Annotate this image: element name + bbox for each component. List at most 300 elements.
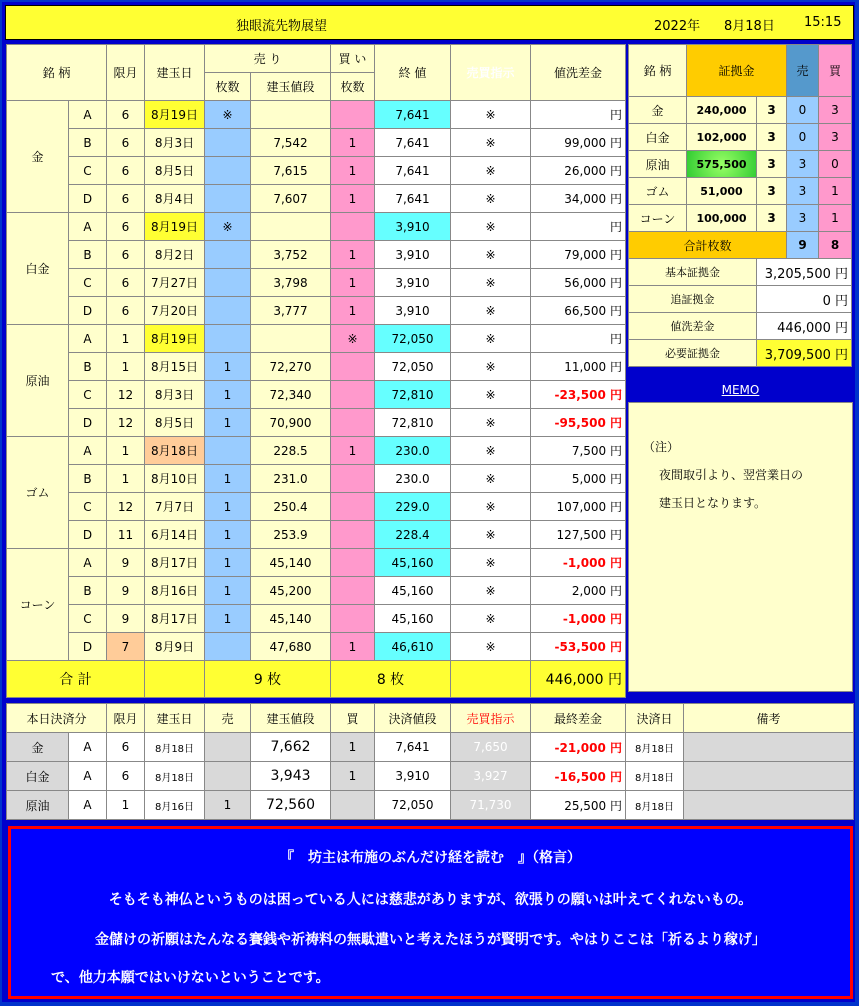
row-order: ※ (451, 101, 531, 129)
row-close: 45,160 (375, 577, 451, 605)
row-month: 12 (107, 409, 145, 437)
row-close: 72,050 (375, 353, 451, 381)
summary-label: 基本証拠金 (629, 259, 757, 286)
memo-line: （注） (643, 440, 680, 454)
row-entry-price (251, 213, 331, 241)
col-sell: 売 り (205, 45, 331, 73)
row-order: ※ (451, 129, 531, 157)
commodity-name: 金 (7, 101, 69, 213)
side-col-name: 銘 柄 (629, 45, 687, 97)
row-date: 8月16日 (145, 577, 205, 605)
row-id: C (69, 157, 107, 185)
col-buy-qty: 枚数 (331, 73, 375, 101)
summary-label: 必要証拠金 (629, 340, 757, 367)
settle-col-settle-price: 決済値段 (375, 704, 451, 733)
row-diff: -95,500 円 (531, 409, 626, 437)
row-diff: 107,000 円 (531, 493, 626, 521)
row-order: ※ (451, 325, 531, 353)
row-month: 1 (107, 465, 145, 493)
row-month: 9 (107, 577, 145, 605)
row-month: 6 (107, 269, 145, 297)
settle-order: 3,927 (451, 762, 531, 791)
row-month: 6 (107, 129, 145, 157)
row-sell-qty: 1 (205, 577, 251, 605)
row-sell-qty: 1 (205, 549, 251, 577)
row-entry-price: 7,607 (251, 185, 331, 213)
side-col-buy: 買 (819, 45, 852, 97)
row-id: A (69, 325, 107, 353)
row-sell-qty (205, 241, 251, 269)
row-id: B (69, 241, 107, 269)
row-buy-qty: 1 (331, 241, 375, 269)
row-month: 1 (107, 325, 145, 353)
row-sell-qty (205, 269, 251, 297)
row-id: B (69, 129, 107, 157)
row-close: 7,641 (375, 101, 451, 129)
table-row (7, 241, 626, 269)
row-date: 8月3日 (145, 129, 205, 157)
row-order: ※ (451, 521, 531, 549)
row-close: 228.4 (375, 521, 451, 549)
table-row (7, 437, 626, 465)
table-row (7, 213, 626, 241)
table-row (7, 733, 854, 762)
settle-buy: 1 (331, 733, 375, 762)
row-order: ※ (451, 157, 531, 185)
side-mult: 3 (757, 151, 787, 178)
row-diff: 5,000 円 (531, 465, 626, 493)
summary-value: 3,709,500 円 (757, 340, 852, 367)
row-diff: 2,000 円 (531, 577, 626, 605)
memo-line: 夜間取引より、翌営業日の (659, 468, 804, 482)
row-buy-qty (331, 465, 375, 493)
row-close: 3,910 (375, 241, 451, 269)
row-close: 46,610 (375, 633, 451, 661)
col-diff: 値洗差金 (531, 45, 626, 101)
settle-name: 金 (7, 733, 69, 762)
side-buy: 3 (819, 124, 852, 151)
settle-month: 1 (107, 791, 145, 820)
row-month: 6 (107, 157, 145, 185)
row-order: ※ (451, 605, 531, 633)
row-date: 8月19日 (145, 325, 205, 353)
row-buy-qty: 1 (331, 129, 375, 157)
row-diff: 円 (531, 101, 626, 129)
table-row (629, 205, 852, 232)
row-close: 72,810 (375, 409, 451, 437)
col-date: 建玉日 (145, 45, 205, 101)
row-entry-price: 253.9 (251, 521, 331, 549)
row-date: 8月19日 (145, 213, 205, 241)
row-entry-price: 3,777 (251, 297, 331, 325)
row-buy-qty (331, 577, 375, 605)
col-name: 銘 柄 (7, 45, 107, 101)
table-row (7, 325, 626, 353)
col-entry-price: 建玉値段 (251, 73, 331, 101)
side-mult: 3 (757, 97, 787, 124)
row-date: 8月9日 (145, 633, 205, 661)
page-title: 独眼流先物展望 (236, 19, 328, 34)
row-sell-qty (205, 157, 251, 185)
side-buy: 1 (819, 205, 852, 232)
col-buy: 買 い (331, 45, 375, 73)
row-id: C (69, 493, 107, 521)
row-date: 8月18日 (145, 437, 205, 465)
settle-col-order: 売買指示 (451, 704, 531, 733)
table-row (629, 97, 852, 124)
row-month: 6 (107, 241, 145, 269)
table-row (7, 493, 626, 521)
row-order: ※ (451, 493, 531, 521)
table-row (7, 791, 854, 820)
settle-col-name: 本日決済分 (7, 704, 107, 733)
row-buy-qty (331, 493, 375, 521)
row-diff: -1,000 円 (531, 605, 626, 633)
settle-sell: 1 (205, 791, 251, 820)
title-bar (5, 5, 854, 40)
commodity-name: 白金 (7, 213, 69, 325)
col-sell-qty: 枚数 (205, 73, 251, 101)
row-id: D (69, 633, 107, 661)
row-sell-qty: 1 (205, 605, 251, 633)
side-name: 白金 (629, 124, 687, 151)
memo-box (628, 402, 853, 692)
settle-col-month: 限月 (107, 704, 145, 733)
side-name: 金 (629, 97, 687, 124)
proverb-box (8, 826, 853, 999)
side-name: コーン (629, 205, 687, 232)
row-month: 9 (107, 549, 145, 577)
table-row (7, 129, 626, 157)
table-row (7, 157, 626, 185)
row-date: 7月27日 (145, 269, 205, 297)
row-id: D (69, 185, 107, 213)
settle-note (684, 791, 854, 820)
table-row (7, 381, 626, 409)
row-month: 6 (107, 297, 145, 325)
settle-month: 6 (107, 762, 145, 791)
row-order: ※ (451, 241, 531, 269)
row-sell-qty: ※ (205, 213, 251, 241)
row-diff: 7,500 円 (531, 437, 626, 465)
row-id: A (69, 549, 107, 577)
settle-note (684, 762, 854, 791)
side-sell: 0 (787, 97, 819, 124)
settle-col-sell: 売 (205, 704, 251, 733)
settle-final: -21,000 円 (531, 733, 626, 762)
settle-col-note: 備考 (684, 704, 854, 733)
settle-order: 7,650 (451, 733, 531, 762)
side-amount: 240,000 (687, 97, 757, 124)
row-date: 8月17日 (145, 549, 205, 577)
row-order: ※ (451, 185, 531, 213)
row-buy-qty (331, 213, 375, 241)
row-id: B (69, 465, 107, 493)
row-id: C (69, 269, 107, 297)
memo-link[interactable]: MEMO (721, 383, 760, 397)
row-date: 8月5日 (145, 157, 205, 185)
settle-note (684, 733, 854, 762)
row-date: 6月14日 (145, 521, 205, 549)
row-order: ※ (451, 437, 531, 465)
row-diff: 79,000 円 (531, 241, 626, 269)
row-id: D (69, 297, 107, 325)
row-close: 3,910 (375, 213, 451, 241)
side-amount: 102,000 (687, 124, 757, 151)
row-date: 8月15日 (145, 353, 205, 381)
side-sell: 3 (787, 205, 819, 232)
table-row (7, 101, 626, 129)
table-row (7, 297, 626, 325)
settle-buy (331, 791, 375, 820)
row-buy-qty (331, 101, 375, 129)
row-close: 3,910 (375, 269, 451, 297)
settle-settle-date: 8月18日 (626, 791, 684, 820)
summary-value: 3,205,500 円 (757, 259, 852, 286)
positions-table (6, 44, 626, 698)
row-close: 229.0 (375, 493, 451, 521)
row-sell-qty: 1 (205, 353, 251, 381)
side-total-buy: 8 (819, 232, 852, 259)
row-date: 7月7日 (145, 493, 205, 521)
settle-date: 8月16日 (145, 791, 205, 820)
row-buy-qty: 1 (331, 157, 375, 185)
row-id: D (69, 521, 107, 549)
row-diff: 11,000 円 (531, 353, 626, 381)
row-close: 7,641 (375, 185, 451, 213)
table-row (7, 605, 626, 633)
side-total-label: 合計枚数 (629, 232, 787, 259)
row-order: ※ (451, 409, 531, 437)
row-close: 72,050 (375, 325, 451, 353)
settle-col-buy: 買 (331, 704, 375, 733)
row-sell-qty: 1 (205, 493, 251, 521)
side-mult: 3 (757, 178, 787, 205)
settle-date: 8月18日 (145, 733, 205, 762)
row-sell-qty: 1 (205, 465, 251, 493)
row-sell-qty: 1 (205, 381, 251, 409)
row-entry-price: 47,680 (251, 633, 331, 661)
row-entry-price: 45,200 (251, 577, 331, 605)
settle-settle-date: 8月18日 (626, 762, 684, 791)
settle-final: 25,500 円 (531, 791, 626, 820)
row-order: ※ (451, 633, 531, 661)
row-date: 8月3日 (145, 381, 205, 409)
row-order: ※ (451, 549, 531, 577)
side-amount: 100,000 (687, 205, 757, 232)
row-entry-price: 231.0 (251, 465, 331, 493)
row-month: 11 (107, 521, 145, 549)
row-id: A (69, 213, 107, 241)
row-order: ※ (451, 269, 531, 297)
settle-settle-price: 3,910 (375, 762, 451, 791)
summary-row (629, 259, 852, 286)
row-entry-price: 228.5 (251, 437, 331, 465)
side-sell: 3 (787, 178, 819, 205)
row-close: 45,160 (375, 605, 451, 633)
settle-col-date2: 決済日 (626, 704, 684, 733)
summary-label: 値洗差金 (629, 313, 757, 340)
header-time: 15:15 (804, 15, 842, 30)
row-diff: 円 (531, 325, 626, 353)
settle-name: 原油 (7, 791, 69, 820)
summary-value: 0 円 (757, 286, 852, 313)
table-row (7, 549, 626, 577)
row-entry-price: 250.4 (251, 493, 331, 521)
table-row (7, 269, 626, 297)
table-row (629, 151, 852, 178)
row-diff: 56,000 円 (531, 269, 626, 297)
table-row (629, 178, 852, 205)
table-row (629, 124, 852, 151)
side-col-margin: 証拠金 (687, 45, 787, 97)
settle-col-price: 建玉値段 (251, 704, 331, 733)
table-row (7, 762, 854, 791)
row-date: 8月17日 (145, 605, 205, 633)
proverb-line: で、他力本願ではいけないということです。 (51, 970, 330, 986)
settle-price: 72,560 (251, 791, 331, 820)
side-mult: 3 (757, 124, 787, 151)
row-diff: -1,000 円 (531, 549, 626, 577)
settle-id: A (69, 762, 107, 791)
settle-settle-price: 72,050 (375, 791, 451, 820)
row-id: A (69, 101, 107, 129)
row-buy-qty: 1 (331, 269, 375, 297)
side-col-sell: 売 (787, 45, 819, 97)
row-buy-qty (331, 521, 375, 549)
row-close: 3,910 (375, 297, 451, 325)
row-order: ※ (451, 381, 531, 409)
row-sell-qty (205, 633, 251, 661)
summary-row (629, 340, 852, 367)
row-close: 7,641 (375, 129, 451, 157)
row-sell-qty (205, 325, 251, 353)
side-buy: 1 (819, 178, 852, 205)
row-id: C (69, 381, 107, 409)
row-diff: 26,000 円 (531, 157, 626, 185)
side-buy: 0 (819, 151, 852, 178)
side-mult: 3 (757, 205, 787, 232)
side-sell: 0 (787, 124, 819, 151)
row-buy-qty (331, 353, 375, 381)
row-month: 6 (107, 213, 145, 241)
row-entry-price: 70,900 (251, 409, 331, 437)
table-row (7, 465, 626, 493)
total-sell: 9 枚 (205, 661, 331, 698)
commodity-name: 原油 (7, 325, 69, 437)
table-row (7, 353, 626, 381)
row-diff: 円 (531, 213, 626, 241)
row-order: ※ (451, 577, 531, 605)
margin-table (628, 44, 852, 367)
summary-row (629, 313, 852, 340)
row-entry-price: 72,340 (251, 381, 331, 409)
settle-date: 8月18日 (145, 762, 205, 791)
row-buy-qty: 1 (331, 437, 375, 465)
row-entry-price: 3,752 (251, 241, 331, 269)
proverb-line: そもそも神仏というものは困っている人には慈悲がありますが、欲張りの願いは叶えてくれないもの。 (108, 892, 753, 908)
row-id: C (69, 605, 107, 633)
side-buy: 3 (819, 97, 852, 124)
row-date: 8月4日 (145, 185, 205, 213)
side-total-sell: 9 (787, 232, 819, 259)
settle-id: A (69, 791, 107, 820)
row-diff: -23,500 円 (531, 381, 626, 409)
row-entry-price: 72,270 (251, 353, 331, 381)
summary-value: 446,000 円 (757, 313, 852, 340)
settlement-table (6, 703, 854, 820)
row-date: 7月20日 (145, 297, 205, 325)
settle-month: 6 (107, 733, 145, 762)
row-entry-price (251, 101, 331, 129)
row-sell-qty: 1 (205, 521, 251, 549)
row-entry-price: 7,615 (251, 157, 331, 185)
side-amount: 51,000 (687, 178, 757, 205)
row-date: 8月19日 (145, 101, 205, 129)
table-row (7, 185, 626, 213)
row-date: 8月2日 (145, 241, 205, 269)
row-diff: -53,500 円 (531, 633, 626, 661)
row-entry-price: 7,542 (251, 129, 331, 157)
settle-order: 71,730 (451, 791, 531, 820)
row-diff: 34,000 円 (531, 185, 626, 213)
side-amount: 575,500 (687, 151, 757, 178)
row-id: B (69, 577, 107, 605)
row-month: 9 (107, 605, 145, 633)
side-name: 原油 (629, 151, 687, 178)
proverb-line: 金儲けの祈願はたんなる賽銭や祈祷料の無駄遣いと考えたほうが賢明です。やはりここは「祈るより稼げ」 (95, 932, 766, 948)
row-buy-qty: 1 (331, 185, 375, 213)
row-sell-qty (205, 437, 251, 465)
row-sell-qty (205, 297, 251, 325)
side-name: ゴム (629, 178, 687, 205)
row-buy-qty (331, 549, 375, 577)
summary-label: 追証拠金 (629, 286, 757, 313)
row-month: 12 (107, 493, 145, 521)
row-close: 72,810 (375, 381, 451, 409)
settle-col-date: 建玉日 (145, 704, 205, 733)
row-diff: 99,000 円 (531, 129, 626, 157)
side-sell: 3 (787, 151, 819, 178)
col-month: 限月 (107, 45, 145, 101)
settle-col-final: 最終差金 (531, 704, 626, 733)
commodity-name: ゴム (7, 437, 69, 549)
row-month: 6 (107, 101, 145, 129)
total-label: 合 計 (7, 661, 145, 698)
row-buy-qty: ※ (331, 325, 375, 353)
table-row (7, 409, 626, 437)
row-buy-qty: 1 (331, 297, 375, 325)
row-entry-price: 3,798 (251, 269, 331, 297)
header-year: 2022年 (654, 19, 701, 34)
settle-final: -16,500 円 (531, 762, 626, 791)
settle-id: A (69, 733, 107, 762)
table-row (7, 577, 626, 605)
row-month: 1 (107, 437, 145, 465)
table-row (7, 633, 626, 661)
row-order: ※ (451, 353, 531, 381)
row-close: 230.0 (375, 437, 451, 465)
row-entry-price: 45,140 (251, 549, 331, 577)
total-buy: 8 枚 (331, 661, 451, 698)
row-close: 230.0 (375, 465, 451, 493)
row-close: 45,160 (375, 549, 451, 577)
row-order: ※ (451, 297, 531, 325)
row-diff: 66,500 円 (531, 297, 626, 325)
row-id: B (69, 353, 107, 381)
table-row (7, 521, 626, 549)
total-diff: 446,000 円 (531, 661, 626, 698)
